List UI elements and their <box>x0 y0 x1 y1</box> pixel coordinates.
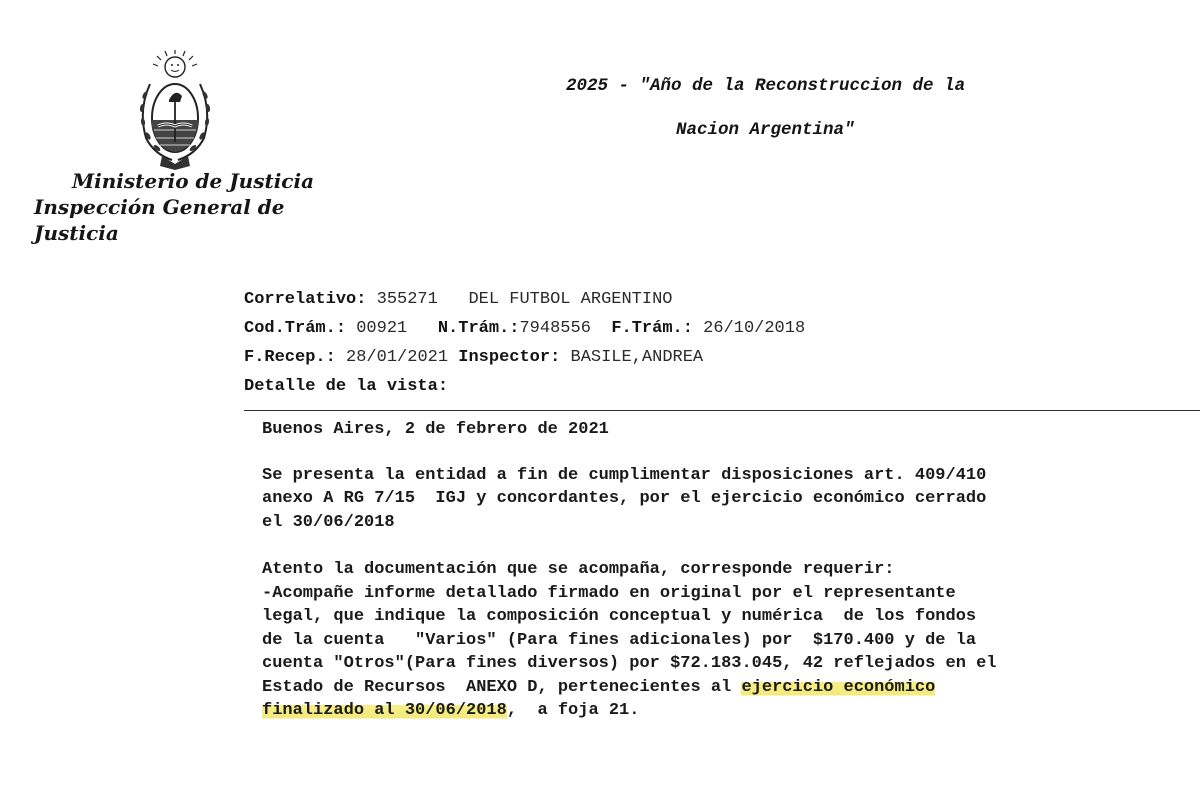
paragraph-2-line-6 <box>262 676 1192 700</box>
detalle-row <box>244 372 1144 401</box>
paragraph-2-line-7-text: , a foja 21. <box>506 701 640 720</box>
entity-name: DEL FUTBOL ARGENTINO <box>468 290 673 309</box>
tramite-row <box>244 314 1144 343</box>
correlativo-row <box>244 285 1144 314</box>
vista-body <box>262 418 1192 723</box>
paragraph-2-line-2: -Acompañe informe detallado firmado en original por el representante <box>262 583 956 603</box>
section-divider <box>244 410 1200 411</box>
date-line: Buenos Aires, 2 de febrero de 2021 <box>262 420 609 439</box>
correlativo-label: Correlativo: <box>244 290 367 309</box>
cod-tram-label: Cod.Trám.: <box>244 319 347 338</box>
f-recep-value: 28/01/2021 <box>346 348 449 367</box>
inspector-label: Inspector: <box>458 348 561 367</box>
paragraph-2-line-3: legal, que indique la composición conceptual y numérica de los fondos <box>262 607 977 626</box>
highlighted-text: ejercicio económico <box>741 677 936 697</box>
ministry-header <box>34 168 334 246</box>
f-tram-value: 26/10/2018 <box>703 319 806 338</box>
motto-line-2: Nacion Argentina" <box>676 120 855 140</box>
motto-line-1: 2025 - "Año de la Reconstruccion de la <box>566 76 966 96</box>
paragraph-1-line-3: el 30/06/2018 <box>262 512 395 532</box>
paragraph-2-line-4: de la cuenta "Varios" (Para fines adicionales) por $170.400 y de la <box>262 630 977 650</box>
ministry-name: Ministerio de Justicia <box>72 169 315 193</box>
n-tram-value: 7948556 <box>519 319 591 338</box>
detalle-label: Detalle de la vista: <box>244 377 449 396</box>
n-tram-label: N.Trám.: <box>437 319 520 338</box>
paragraph-2-line-6-text: Estado de Recursos ANEXO D, pertenecientes al <box>262 677 742 697</box>
correlativo-value: 355271 <box>376 290 438 309</box>
coat-of-arms-icon <box>132 50 218 172</box>
paragraph-2-line-1: Atento la documentación que se acompaña, corresponde requerir: <box>262 560 895 579</box>
paragraph-1-line-1: Se presenta la entidad a fin de cumplimentar disposiciones art. 409/410 <box>262 465 987 485</box>
inspector-value: BASILE,ANDREA <box>570 348 704 367</box>
procedure-fields <box>244 285 1144 401</box>
year-motto <box>548 64 1068 152</box>
department-name: Inspección General de Justicia <box>34 195 285 245</box>
paragraph-2-line-7 <box>262 699 1192 723</box>
paragraph-1-line-2: anexo A RG 7/15 IGJ y concordantes, por el ejercicio económico cerrado <box>262 489 987 508</box>
f-recep-label: F.Recep.: <box>244 348 336 367</box>
f-tram-label: F.Trám.: <box>611 319 693 338</box>
paragraph-2-line-5: cuenta "Otros"(Para fines diversos) por $72.183.045, 42 reflejados en el <box>262 654 997 673</box>
cod-tram-value: 00921 <box>356 319 408 338</box>
highlighted-text: finalizado al 30/06/2018 <box>262 701 507 720</box>
reception-row <box>244 343 1144 372</box>
